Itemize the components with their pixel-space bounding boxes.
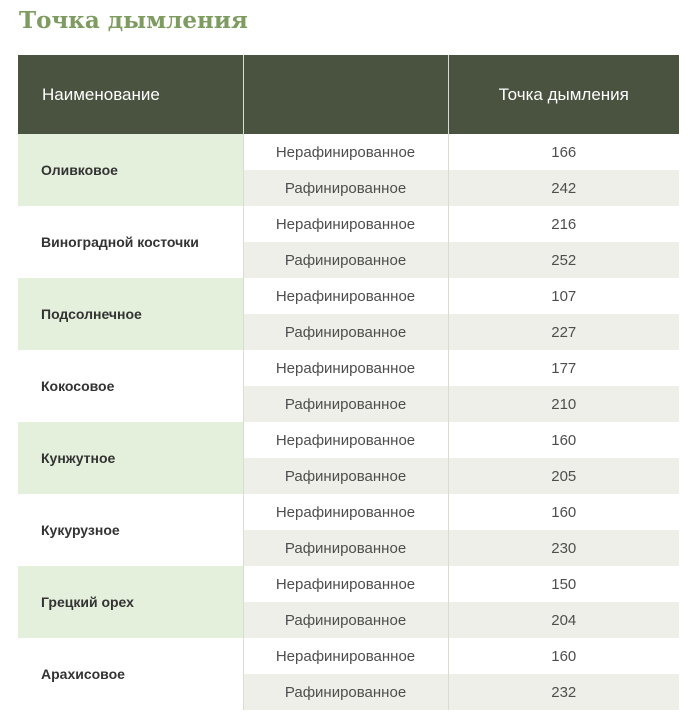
smoke-point-value: 210 [448,386,679,422]
smoke-point-value: 166 [448,134,679,170]
table-row [18,638,679,674]
table-row [18,206,679,242]
oil-type: Нерафинированное [243,566,448,602]
smoke-point-value: 232 [448,674,679,710]
table-row [18,422,679,458]
oil-type: Нерафинированное [243,206,448,242]
header-type [243,55,448,134]
table-header [18,55,679,134]
oil-type: Рафинированное [243,170,448,206]
smoke-point-value: 204 [448,602,679,638]
oil-type: Нерафинированное [243,422,448,458]
page-title: Точка дымления [19,7,248,34]
oil-type: Рафинированное [243,314,448,350]
oil-type: Нерафинированное [243,278,448,314]
oil-name: Кукурузное [18,494,243,566]
table-row [18,566,679,602]
oil-type: Рафинированное [243,242,448,278]
oil-type: Рафинированное [243,458,448,494]
oil-name: Оливковое [18,134,243,206]
smoke-point-value: 160 [448,422,679,458]
oil-type: Рафинированное [243,602,448,638]
oil-name: Кокосовое [18,350,243,422]
smoke-point-value: 150 [448,566,679,602]
smoke-point-table [18,55,679,710]
smoke-point-value: 160 [448,638,679,674]
oil-type: Нерафинированное [243,350,448,386]
header-name: Наименование [18,55,243,134]
oil-type: Рафинированное [243,386,448,422]
header-smoke-point: Точка дымления [448,55,679,134]
oil-type: Рафинированное [243,530,448,566]
oil-name: Подсолнечное [18,278,243,350]
smoke-point-value: 177 [448,350,679,386]
table-row [18,494,679,530]
header-row [18,55,679,134]
oil-name: Грецкий орех [18,566,243,638]
smoke-point-value: 242 [448,170,679,206]
table-row [18,134,679,170]
smoke-point-value: 227 [448,314,679,350]
table-body [18,134,679,710]
oil-type: Рафинированное [243,674,448,710]
smoke-point-value: 205 [448,458,679,494]
oil-name: Виноградной косточки [18,206,243,278]
oil-name: Кунжутное [18,422,243,494]
oil-type: Нерафинированное [243,494,448,530]
smoke-point-value: 230 [448,530,679,566]
smoke-point-value: 107 [448,278,679,314]
table-row [18,278,679,314]
table-row [18,350,679,386]
oil-type: Нерафинированное [243,638,448,674]
oil-type: Нерафинированное [243,134,448,170]
oil-name: Арахисовое [18,638,243,710]
smoke-point-value: 252 [448,242,679,278]
smoke-point-value: 160 [448,494,679,530]
smoke-point-value: 216 [448,206,679,242]
